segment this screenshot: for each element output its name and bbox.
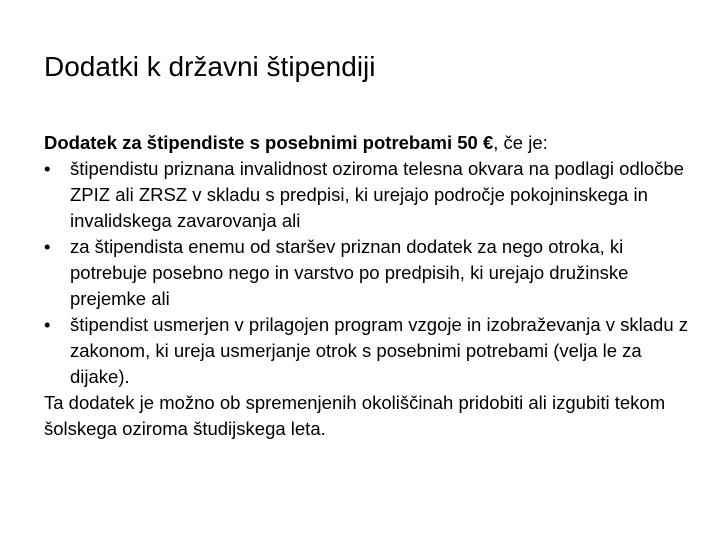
bullet-list — [44, 156, 696, 390]
closing-paragraph: Ta dodatek je možno ob spremenjenih okoliščinah pridobiti ali izgubiti tekom šolskega oziroma študijskega leta. — [44, 392, 666, 439]
bullet-text: štipendistu priznana invalidnost oziroma telesna okvara na podlagi odločbe ZPIZ ali ZRSZ v skladu s predpisi, ki urejajo področje pokojninskega in invalidskega zavarovanja ali — [70, 158, 684, 231]
slide-body — [44, 130, 696, 442]
intro-line — [44, 130, 696, 156]
intro-bold-text: Dodatek za štipendiste s posebnimi potrebami 50 € — [44, 132, 494, 153]
bullet-dot-icon: • — [44, 236, 51, 257]
bullet-dot-icon: • — [44, 314, 51, 335]
slide-title: Dodatki k državni štipendiji — [44, 51, 376, 82]
intro-rest-text: , če je: — [493, 132, 548, 153]
bullet-dot-icon: • — [44, 158, 51, 179]
bullet-item — [44, 312, 696, 390]
bullet-item — [44, 156, 696, 234]
bullet-text: za štipendista enemu od staršev priznan dodatek za nego otroka, ki potrebuje posebno nego in varstvo po predpisih, ki urejajo družinske prejemke ali — [70, 236, 629, 309]
bullet-text: štipendist usmerjen v prilagojen program vzgoje in izobraževanja v skladu z zakonom, ki ureja usmerjanje otrok s posebnimi potrebami (velja le za dijake). — [70, 314, 689, 387]
bullet-item — [44, 234, 696, 312]
